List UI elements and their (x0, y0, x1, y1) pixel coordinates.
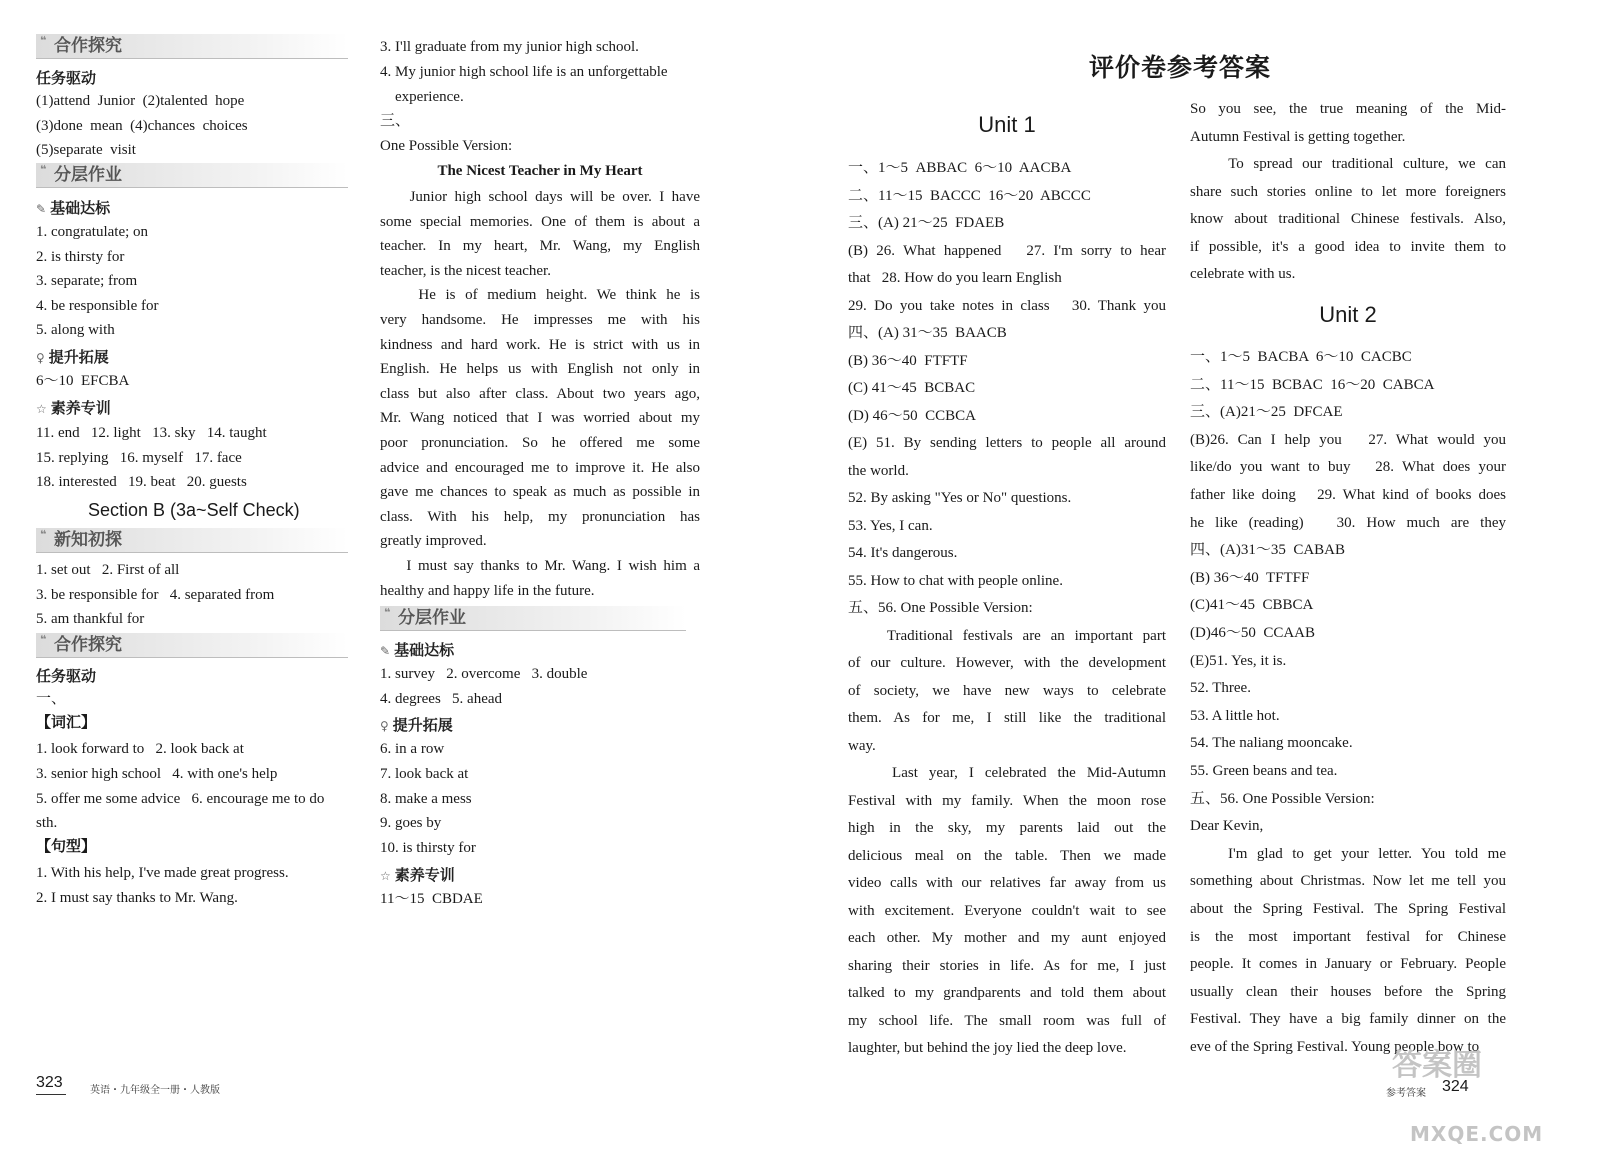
text-line: poor pronunciation. So he offered me some (380, 435, 700, 451)
text-line: if possible, it's a good idea to invite them to (1190, 238, 1506, 255)
text-line: 8. make a mess (380, 790, 472, 807)
text-line: 11. end 12. light 13. sky 14. taught (36, 425, 267, 441)
text-line: (B) 36～40 TFTFF (1190, 569, 1310, 586)
text-line: 一、1～5 ABBAC 6～10 AACBA (848, 160, 1072, 176)
text-line: something about Christmas. Now let me tell you (1190, 873, 1506, 890)
text-line: kindness and hard work. He is strict with us in (380, 336, 700, 353)
text-line: 3. separate; from (36, 273, 138, 289)
text-line: One Possible Version: (380, 138, 513, 155)
text-line: Traditional festivals are an important part (848, 627, 1166, 644)
text-line: 55. How to chat with people online. (848, 572, 1063, 589)
text-line: 53. A little hot. (1190, 707, 1280, 724)
watermark-logo: 答案圈 (1392, 1048, 1482, 1083)
text-line: 1. With his help, I've made great progress. (36, 865, 289, 881)
text-line: he like (reading) 30. How much are they (1190, 514, 1506, 531)
header-mark-icon: ❝ (384, 606, 391, 619)
text-line: of society, we have new ways to celebrate (848, 682, 1166, 699)
text-line: share such stories online to let more foreigners (1190, 183, 1506, 200)
text-line: class but also after class. About two years ago, (380, 385, 700, 402)
text-line: 3. be responsible for 4. separated from (36, 586, 275, 603)
text-line: So you see, the true meaning of the Mid- (1190, 101, 1506, 117)
section-header-layered: ❝ 分层作业 (36, 163, 348, 188)
subheading-basic: ✎ 基础达标 (36, 199, 111, 217)
text-line: (E)51. Yes, it is. (1190, 652, 1287, 669)
text-line: father like doing 29. What kind of books does (1190, 487, 1506, 503)
text-line: 54. The naliang mooncake. (1190, 735, 1353, 752)
text-line: celebrate with us. (1190, 266, 1296, 282)
text-line: 52. By asking "Yes or No" questions. (848, 490, 1072, 506)
text-line: teacher, is the nicest teacher. (380, 262, 551, 279)
text-line: video calls with our relatives far away from us (848, 875, 1166, 891)
text-line: 2. is thirsty for (36, 248, 125, 265)
text-line: 15. replying 16. myself 17. face (36, 449, 242, 466)
header-mark-icon: ❝ (40, 163, 47, 176)
page-number-rule (36, 1094, 66, 1095)
text-line: very handsome. He impresses me with his (380, 312, 700, 328)
text-line: 1. congratulate; on (36, 224, 149, 240)
text-line: like/do you want to buy 28. What does your (1190, 459, 1506, 476)
header-mark-icon: ❝ (40, 528, 47, 541)
text-line: healthy and happy life in the future. (380, 582, 595, 599)
unit-1-title: Unit 1 (978, 112, 1036, 137)
text-line: 五、56. One Possible Version: (848, 600, 1033, 616)
text-line: is the most important festival for Chinese (1190, 928, 1506, 945)
vocab-label: 【词汇】 (36, 715, 97, 731)
text-line: gave me chances to speak as much as possible in (380, 484, 700, 501)
text-line: 52. Three. (1190, 680, 1251, 697)
text-line: 1. survey 2. overcome 3. double (380, 666, 588, 682)
text-line: usually clean their houses before the Spring (1190, 983, 1506, 1000)
subheading-extend-2: ♀ 提升拓展 (380, 716, 453, 734)
subheading-task: 任务驱动 (36, 69, 97, 87)
text-line: 55. Green beans and tea. (1190, 763, 1338, 779)
pencil-icon: ✎ (36, 202, 47, 216)
text-line: 54. It's dangerous. (848, 545, 958, 561)
text-line: Junior high school days will be over. I have (380, 189, 700, 205)
text-line: laughter, but behind the joy lied the deep love. (848, 1040, 1127, 1056)
text-line: about the Spring Festival. The Spring Festival (1190, 901, 1506, 917)
sentence-label: 【句型】 (36, 839, 97, 855)
text-line: 6～10 EFCBA (36, 373, 130, 389)
text-line: I'm glad to get your letter. You told me (1190, 845, 1506, 862)
text-line: them. As for me, I still like the traditional (848, 710, 1166, 726)
text-line: the world. (848, 462, 909, 479)
answer-key-title: 评价卷参考答案 (1088, 53, 1271, 82)
text-line: 4. be responsible for (36, 297, 159, 314)
text-line: talked to my grandparents and told them about (848, 985, 1166, 1001)
pencil-icon: ✎ (380, 644, 391, 658)
right-page-footer: 参考答案 (1386, 1088, 1426, 1099)
text-line: I must say thanks to Mr. Wang. I wish him a (380, 558, 700, 574)
text-line: 53. Yes, I can. (848, 517, 933, 534)
text-line: 三、(A)21～25 DFCAE (1190, 404, 1343, 421)
text-line: Autumn Festival is getting together. (1190, 128, 1406, 145)
right-page-number: 324 (1442, 1078, 1469, 1095)
subheading-literacy-2: ☆ 素养专训 (380, 866, 455, 884)
text-line: (3)done mean (4)chances choices (36, 117, 248, 134)
text-line: 3. senior high school 4. with one's help (36, 765, 278, 782)
text-line: 一、1～5 BACBA 6～10 CACBC (1190, 349, 1412, 365)
section-header-layered-2: ❝ 分层作业 (380, 606, 686, 631)
text-line: English. He helps us with English not only in (380, 361, 700, 378)
text-line: (B)26. Can I help you 27. What would you (1190, 431, 1506, 448)
bulb-icon: ♀ (36, 351, 45, 365)
text-line: that 28. How do you learn English (848, 270, 1062, 286)
text-line: 18. interested 19. beat 20. guests (36, 474, 247, 490)
text-line: 11～15 CBDAE (380, 891, 483, 907)
subheading-literacy: ☆ 素养专训 (36, 399, 111, 417)
text-line: 5. am thankful for (36, 611, 145, 627)
text-line: (C) 41～45 BCBAC (848, 380, 976, 396)
text-line: Mr. Wang noticed that I was worried about my (380, 410, 700, 427)
left-page-footer: 英语・九年级全一册・人教版 (90, 1085, 220, 1096)
task-2-sub: 一、 (36, 691, 67, 707)
text-line: 6. in a row (380, 741, 445, 757)
text-line: (5)separate visit (36, 142, 136, 158)
unit-2-title: Unit 2 (1319, 302, 1377, 327)
text-line: delicious meal on the table. Then we made (848, 847, 1166, 864)
text-line: sharing their stories in life. As for me, I just (848, 957, 1166, 974)
essay-title: The Nicest Teacher in My Heart (437, 163, 643, 179)
text-line: of our culture. However, with the development (848, 655, 1166, 671)
text-line: sth. (36, 815, 58, 832)
section-header-cooperate: ❝ 合作探究 (36, 34, 348, 59)
text-line: teacher. In my heart, Mr. Wang, my English (380, 238, 700, 255)
text-line: Last year, I celebrated the Mid-Autumn (848, 765, 1166, 781)
text-line: 1. look forward to 2. look back at (36, 741, 244, 757)
watermark-url: MXQE.COM (1410, 1122, 1544, 1146)
text-line: 三、(A) 21～25 FDAEB (848, 215, 1005, 231)
text-line: (1)attend Junior (2)talented hope (36, 93, 245, 109)
text-line: Festival. They have a big family dinner on the (1190, 1011, 1506, 1028)
left-page-number: 323 (36, 1074, 63, 1091)
section-header-cooperate-2: ❝ 合作探究 (36, 633, 348, 658)
text-line: 4. My junior high school life is an unforgettable (380, 63, 668, 80)
text-line: (E) 51. By sending letters to people all around (848, 435, 1166, 451)
text-line: 29. Do you take notes in class 30. Thank you (848, 297, 1166, 314)
text-line: 五、56. One Possible Version: (1190, 790, 1375, 807)
text-line: way. (848, 737, 876, 754)
text-line: 二、11～15 BACCC 16～20 ABCCC (848, 187, 1091, 204)
text-line: 10. is thirsty for (380, 840, 476, 857)
text-line: experience. (380, 88, 464, 105)
subheading-basic-2: ✎ 基础达标 (380, 641, 455, 659)
text-line: 4. degrees 5. ahead (380, 690, 503, 707)
text-line: some special memories. One of them is about a (380, 213, 700, 230)
text-line: 三、 (380, 113, 411, 130)
text-line: advice and encouraged me to improve it. He also (380, 459, 700, 476)
text-line: (B) 36～40 FTFTF (848, 352, 968, 369)
text-line: 1. set out 2. First of all (36, 562, 180, 578)
text-line: know about traditional Chinese festivals. Also, (1190, 211, 1506, 227)
text-line: people. It comes in January or February. People (1190, 956, 1506, 973)
text-line: 3. I'll graduate from my junior high school. (380, 39, 639, 55)
text-line: with excitement. Everyone couldn't wait to see (848, 902, 1166, 919)
header-mark-icon: ❝ (40, 633, 47, 646)
text-line: my school life. The small room was full of (848, 1012, 1166, 1029)
text-line: Dear Kevin, (1190, 818, 1264, 835)
text-line: He is of medium height. We think he is (380, 287, 700, 304)
text-line: 5. along with (36, 322, 115, 338)
text-line: Festival with my family. When the moon rose (848, 792, 1166, 809)
text-line: (B) 26. What happened 27. I'm sorry to hear (848, 242, 1166, 259)
section-b-title: Section B (3a~Self Check) (88, 500, 300, 520)
text-line: high in the sky, my parents laid out the (848, 820, 1166, 836)
text-line: 9. goes by (380, 815, 442, 832)
text-line: (D)46～50 CCAAB (1190, 625, 1316, 641)
text-line: 二、11～15 BCBAC 16～20 CABCA (1190, 376, 1435, 393)
text-line: each other. My mother and my aunt enjoyed (848, 930, 1166, 946)
text-line: class. With his help, my pronunciation has (380, 508, 700, 525)
text-line: 2. I must say thanks to Mr. Wang. (36, 889, 238, 906)
header-mark-icon: ❝ (40, 34, 47, 47)
star-icon: ☆ (380, 869, 391, 883)
text-line: 5. offer me some advice 6. encourage me to do (36, 790, 325, 807)
star-icon: ☆ (36, 402, 47, 416)
text-line: (C)41～45 CBBCA (1190, 597, 1314, 614)
text-line: eve of the Spring Festival. Young people bow to (1190, 1039, 1480, 1055)
section-header-new: ❝ 新知初探 (36, 528, 348, 553)
text-line: greatly improved. (380, 533, 487, 550)
subheading-task-2: 任务驱动 (36, 667, 97, 685)
text-line: To spread our traditional culture, we can (1190, 156, 1506, 172)
text-line: 四、(A) 31～35 BAACB (848, 325, 1007, 341)
bulb-icon: ♀ (380, 719, 389, 733)
text-line: 四、(A)31～35 CABAB (1190, 542, 1346, 559)
text-line: 7. look back at (380, 765, 469, 782)
text-line: (D) 46～50 CCBCA (848, 407, 976, 424)
subheading-extend: ♀ 提升拓展 (36, 348, 109, 366)
